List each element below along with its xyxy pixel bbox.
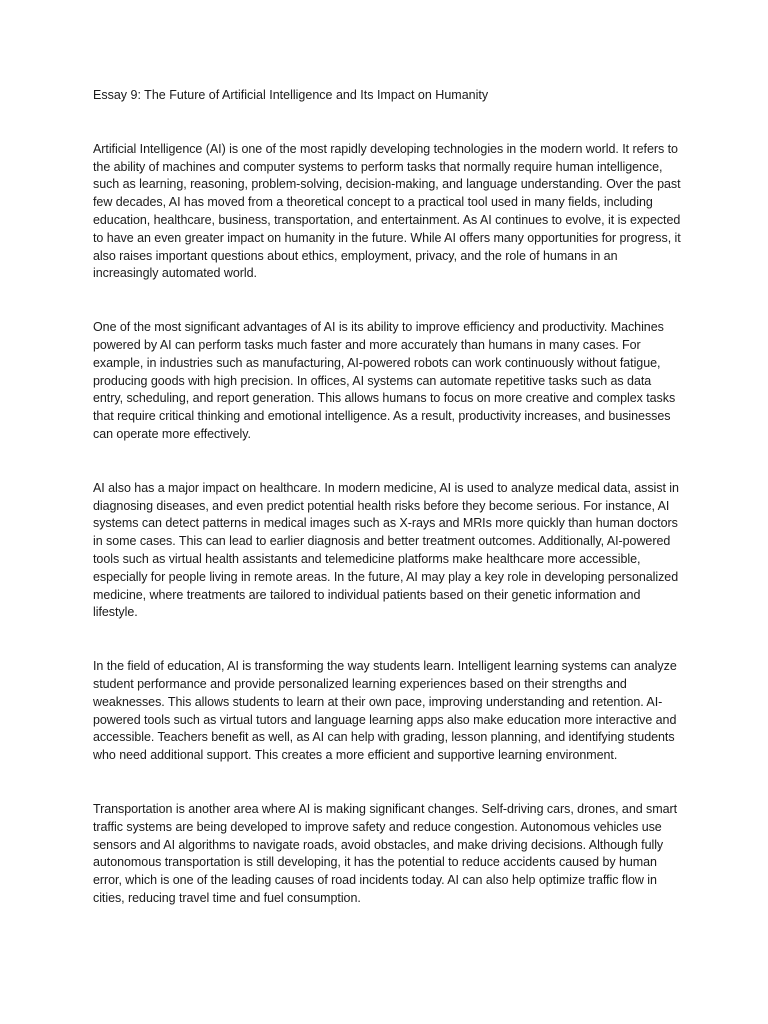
essay-title: Essay 9: The Future of Artificial Intelligence and Its Impact on Humanity	[93, 88, 489, 102]
paragraph-education: In the field of education, AI is transforming the way students learn. Intelligent learning systems can analyze student performance and provide personalized learning experiences based on their strengths and weaknesses. This allows students to learn at their own pace, improving understanding and retention. AI-powered tools such as virtual tutors and language learning apps also make education more interactive and accessible. Teachers benefit as well, as AI can help with grading, lesson planning, and identifying students who need additional support. This creates a more efficient and supportive learning environment.	[93, 659, 677, 763]
paragraph-healthcare: AI also has a major impact on healthcare. In modern medicine, AI is used to analyze medical data, assist in diagnosing diseases, and even predict potential health risks before they become serious. For instance, AI systems can detect patterns in medical images such as X-rays and MRIs more quickly than human doctors in some cases. This can lead to earlier diagnosis and better treatment outcomes. Additionally, AI-powered tools such as virtual health assistants and telemedicine platforms make healthcare more accessible, especially for people living in remote areas. In the future, AI may play a key role in developing personalized medicine, where treatments are tailored to individual patients based on their genetic information and lifestyle.	[93, 480, 679, 620]
document-body	[93, 87, 683, 944]
paragraph-introduction: Artificial Intelligence (AI) is one of the most rapidly developing technologies in the modern world. It refers to the ability of machines and computer systems to perform tasks that normally require human intelligence, such as learning, reasoning, problem-solving, decision-making, and language understanding. Over the past few decades, AI has moved from a theoretical concept to a practical tool used in many fields, including education, healthcare, business, transportation, and entertainment. As AI continues to evolve, it is expected to have an even greater impact on humanity in the future. While AI offers many opportunities for progress, it also raises important questions about ethics, employment, privacy, and the role of humans in an increasingly automated world.	[93, 141, 681, 281]
paragraph-efficiency: One of the most significant advantages of AI is its ability to improve efficiency and productivity. Machines powered by AI can perform tasks much faster and more accurately than humans in many cases. For example, in industries such as manufacturing, AI-powered robots can work continuously without fatigue, producing goods with high precision. In offices, AI systems can automate repetitive tasks such as data entry, scheduling, and report generation. This allows humans to focus on more creative and complex tasks that require critical thinking and emotional intelligence. As a result, productivity increases, and businesses can operate more effectively.	[93, 320, 676, 441]
paragraph-transportation: Transportation is another area where AI is making significant changes. Self-driving cars, drones, and smart traffic systems are being developed to improve safety and reduce congestion. Autonomous vehicles use sensors and AI algorithms to navigate roads, avoid obstacles, and make driving decisions. Although fully autonomous transportation is still developing, it has the potential to reduce accidents caused by human error, which is one of the leading causes of road incidents today. AI can also help optimize traffic flow in cities, reducing travel time and fuel consumption.	[93, 801, 678, 905]
